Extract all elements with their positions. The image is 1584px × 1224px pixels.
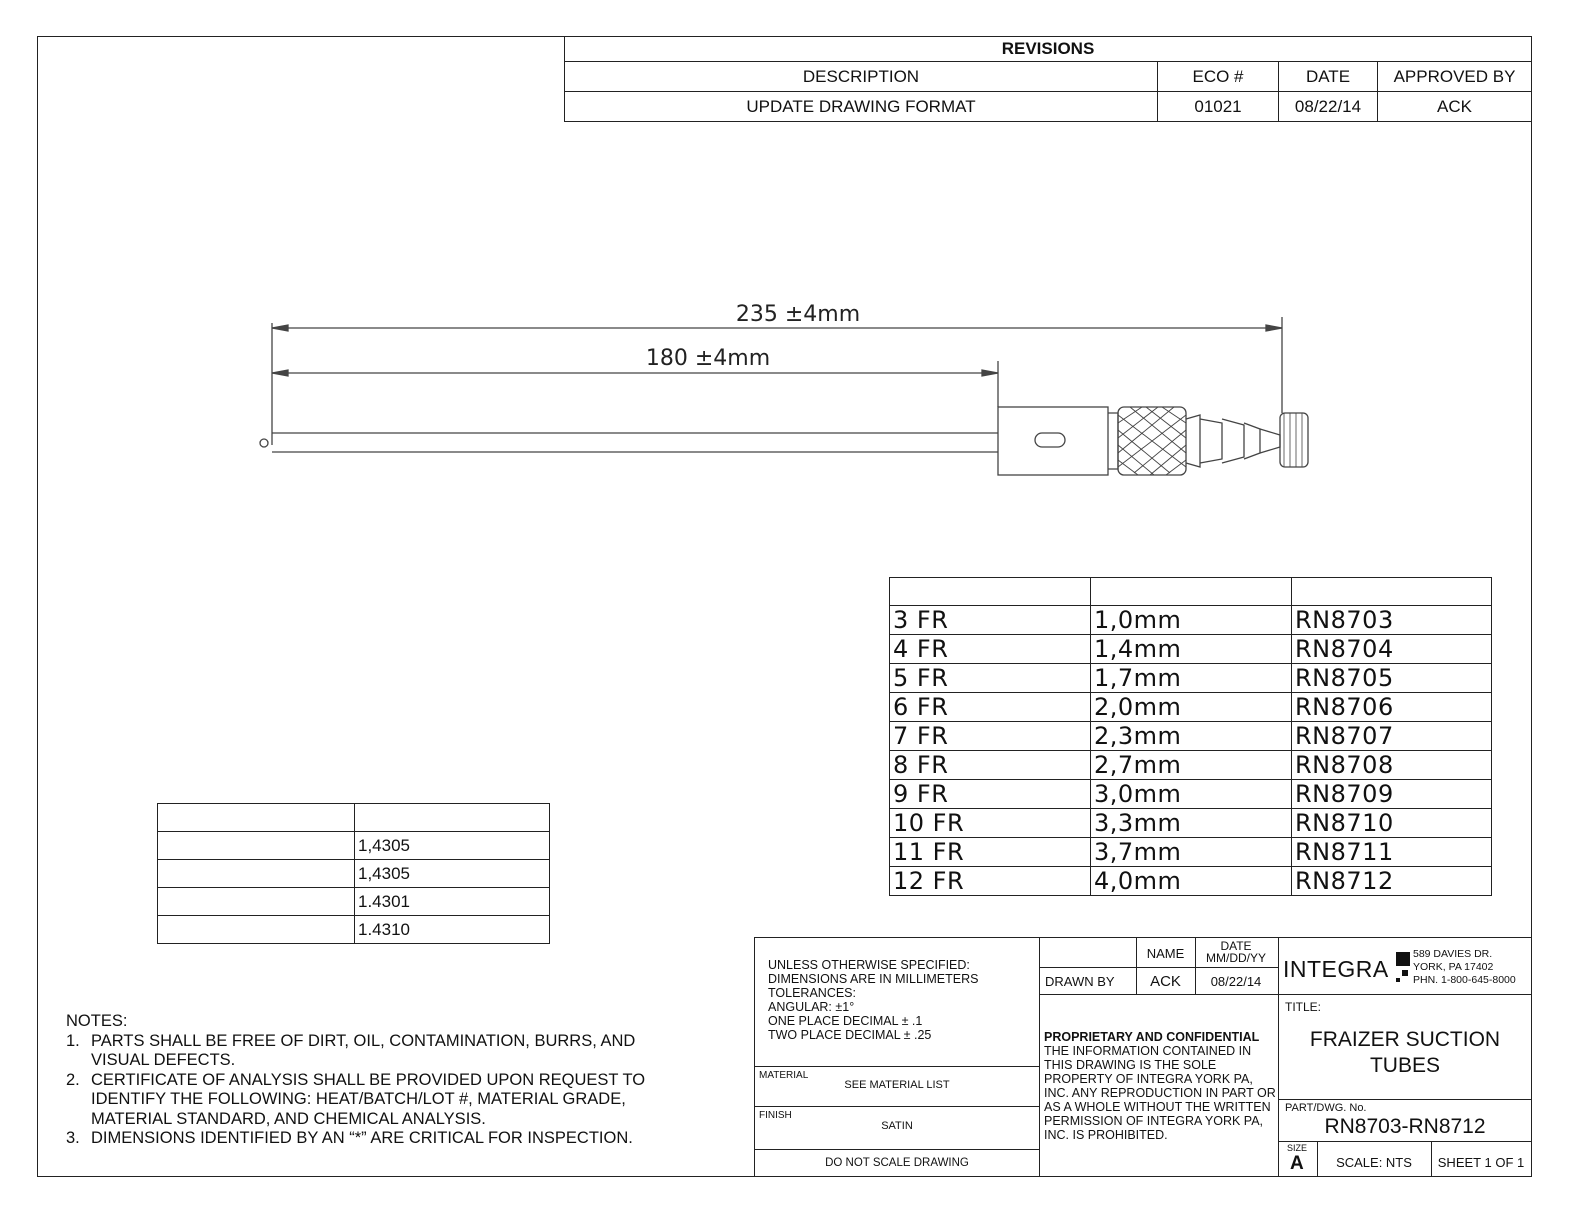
size-cell-diameter: 3,7mm — [1091, 838, 1292, 867]
size-cell-part-number: RN8712 — [1292, 867, 1492, 896]
rev-header-eco: ECO # — [1158, 62, 1279, 92]
size-table-row — [890, 780, 1492, 809]
date-header-line: MM/DD/YY — [1206, 951, 1266, 965]
notes-section — [66, 1012, 666, 1149]
material-table-row — [158, 916, 550, 944]
tolerance-specs — [768, 958, 1038, 1042]
rev-description: UPDATE DRAWING FORMAT — [565, 92, 1158, 122]
date-header — [1195, 940, 1277, 964]
size-cell-part-number: RN8707 — [1292, 722, 1492, 751]
finish-value: SATIN — [881, 1120, 913, 1132]
rev-eco: 01021 — [1158, 92, 1279, 122]
size-cell-part-number: RN8703 — [1292, 606, 1492, 635]
do-not-scale-note: DO NOT SCALE DRAWING — [825, 1157, 969, 1169]
title-line: TUBES — [1369, 1054, 1440, 1077]
sheet-number: SHEET 1 OF 1 — [1437, 1155, 1525, 1170]
spec-line: TOLERANCES: — [768, 986, 856, 1000]
notes-heading: NOTES: — [66, 1012, 128, 1030]
note-text: PARTS SHALL BE FREE OF DIRT, OIL, CONTAMINATION, BURRS, AND VISUAL DEFECTS. — [91, 1031, 636, 1069]
note-item — [66, 1129, 666, 1149]
material-table-row — [158, 888, 550, 916]
material-cell-empty — [158, 888, 355, 916]
note-number: 1. — [66, 1031, 80, 1050]
note-item — [66, 1071, 666, 1130]
overall-length-dimension: 235 ±4mm — [735, 302, 861, 327]
size-table-row — [890, 838, 1492, 867]
proprietary-heading: PROPRIETARY AND CONFIDENTIAL — [1044, 1030, 1260, 1044]
material-table-header — [158, 804, 550, 832]
size-cell-fr: 3 FR — [890, 606, 1091, 635]
size-cell-part-number: RN8705 — [1292, 664, 1492, 693]
note-item — [66, 1032, 666, 1071]
size-table — [889, 577, 1492, 896]
size-table-row — [890, 606, 1492, 635]
material-table — [157, 803, 550, 944]
scale-value: SCALE: NTS — [1336, 1155, 1412, 1170]
size-label: SIZE — [1287, 1143, 1308, 1153]
size-cell-diameter: 1,0mm — [1091, 606, 1292, 635]
rev-date: 08/22/14 — [1279, 92, 1378, 122]
proprietary-notice — [1044, 1030, 1276, 1142]
size-cell-fr: 11 FR — [890, 838, 1091, 867]
size-cell-part-number: RN8706 — [1292, 693, 1492, 722]
size-cell-diameter: 2,7mm — [1091, 751, 1292, 780]
title-line: FRAIZER SUCTION — [1309, 1028, 1501, 1051]
note-text: CERTIFICATE OF ANALYSIS SHALL BE PROVIDED UPON REQUEST TO IDENTIFY THE FOLLOWING: HEAT/BATCH/LOT #, MATERIAL GRADE, MATERIAL STANDARD, AND CHEMICAL ANALYSIS. — [91, 1070, 646, 1128]
title-block-specs — [754, 937, 1040, 1177]
size-table-row — [890, 664, 1492, 693]
suction-tube-drawing — [250, 295, 1330, 485]
spec-line: ONE PLACE DECIMAL ± .1 — [768, 1014, 923, 1028]
size-cell-diameter: 3,3mm — [1091, 809, 1292, 838]
part-number: RN8703-RN8712 — [1324, 1115, 1486, 1138]
size-cell-fr: 4 FR — [890, 635, 1091, 664]
size-value: A — [1290, 1153, 1304, 1174]
size-cell-fr: 12 FR — [890, 867, 1091, 896]
size-cell-fr: 6 FR — [890, 693, 1091, 722]
material-cell-value: 1.4310 — [355, 916, 550, 944]
material-cell-empty — [158, 860, 355, 888]
address-line: 589 DAVIES DR. — [1413, 948, 1493, 960]
revisions-table — [564, 36, 1532, 122]
integra-logo: INTEGRA — [1283, 956, 1389, 982]
size-cell-part-number: RN8708 — [1292, 751, 1492, 780]
size-cell-diameter: 2,3mm — [1091, 722, 1292, 751]
drawing-title — [1279, 1027, 1531, 1079]
rev-header-approved: APPROVED BY — [1378, 62, 1532, 92]
address-line: YORK, PA 17402 — [1413, 961, 1494, 973]
size-cell-fr: 8 FR — [890, 751, 1091, 780]
size-cell-diameter: 4,0mm — [1091, 867, 1292, 896]
size-cell-fr: 10 FR — [890, 809, 1091, 838]
material-table-row — [158, 832, 550, 860]
phone-number: PHN. 1-800-645-8000 — [1413, 974, 1516, 986]
size-table-header — [890, 578, 1492, 606]
size-table-row — [890, 635, 1492, 664]
name-header: NAME — [1146, 946, 1185, 961]
material-table-row — [158, 860, 550, 888]
spec-line: ANGULAR: ±1° — [768, 1000, 855, 1014]
revisions-title: REVISIONS — [565, 37, 1532, 62]
integra-logo-mark-icon — [1394, 946, 1414, 986]
size-table-row — [890, 693, 1492, 722]
size-table-row — [890, 751, 1492, 780]
size-table-row — [890, 722, 1492, 751]
size-cell-diameter: 3,0mm — [1091, 780, 1292, 809]
note-number: 2. — [66, 1070, 80, 1089]
size-table-row — [890, 809, 1492, 838]
size-cell-diameter: 1,7mm — [1091, 664, 1292, 693]
size-cell-part-number: RN8710 — [1292, 809, 1492, 838]
size-table-row — [890, 867, 1492, 896]
company-address — [1413, 948, 1516, 987]
size-cell-fr: 9 FR — [890, 780, 1091, 809]
size-cell-fr: 5 FR — [890, 664, 1091, 693]
date-header-line: DATE — [1220, 939, 1252, 953]
spec-line: UNLESS OTHERWISE SPECIFIED: — [768, 958, 970, 972]
material-cell-value: 1,4305 — [355, 832, 550, 860]
size-cell-part-number: RN8709 — [1292, 780, 1492, 809]
title-block-company — [1279, 937, 1532, 1177]
shaft-length-dimension: 180 ±4mm — [645, 346, 771, 371]
drawn-by-name: ACK — [1150, 973, 1181, 990]
material-cell-empty — [158, 916, 355, 944]
part-number-label: PART/DWG. No. — [1285, 1102, 1367, 1114]
material-cell-empty — [158, 832, 355, 860]
size-cell-part-number: RN8711 — [1292, 838, 1492, 867]
note-text: DIMENSIONS IDENTIFIED BY AN “*” ARE CRITICAL FOR INSPECTION. — [91, 1129, 633, 1147]
material-cell-value: 1,4305 — [355, 860, 550, 888]
drawn-by-date: 08/22/14 — [1210, 974, 1262, 989]
finish-label: FINISH — [759, 1110, 792, 1121]
rev-header-date: DATE — [1279, 62, 1378, 92]
material-cell-value: 1.4301 — [355, 888, 550, 916]
rev-approved: ACK — [1378, 92, 1532, 122]
proprietary-text: THE INFORMATION CONTAINED IN THIS DRAWING IS THE SOLE PROPERTY OF INTEGRA YORK PA, INC. ANY REPRODUCTION IN PART OR AS A WHOLE WITHOUT THE WRITTEN PERMISSION OF INTEGRA YORK PA, INC. IS PROHIBITED. — [1044, 1044, 1276, 1142]
size-cell-fr: 7 FR — [890, 722, 1091, 751]
spec-line: TWO PLACE DECIMAL ± .25 — [768, 1028, 932, 1042]
note-number: 3. — [66, 1129, 80, 1147]
title-label: TITLE: — [1285, 1000, 1322, 1014]
rev-header-description: DESCRIPTION — [565, 62, 1158, 92]
title-block-approvals — [1040, 937, 1279, 1177]
size-cell-diameter: 2,0mm — [1091, 693, 1292, 722]
material-value: SEE MATERIAL LIST — [844, 1079, 950, 1091]
size-cell-part-number: RN8704 — [1292, 635, 1492, 664]
material-label: MATERIAL — [759, 1070, 809, 1081]
size-cell-diameter: 1,4mm — [1091, 635, 1292, 664]
spec-line: DIMENSIONS ARE IN MILLIMETERS — [768, 972, 979, 986]
drawn-by-label: DRAWN BY — [1045, 974, 1115, 989]
